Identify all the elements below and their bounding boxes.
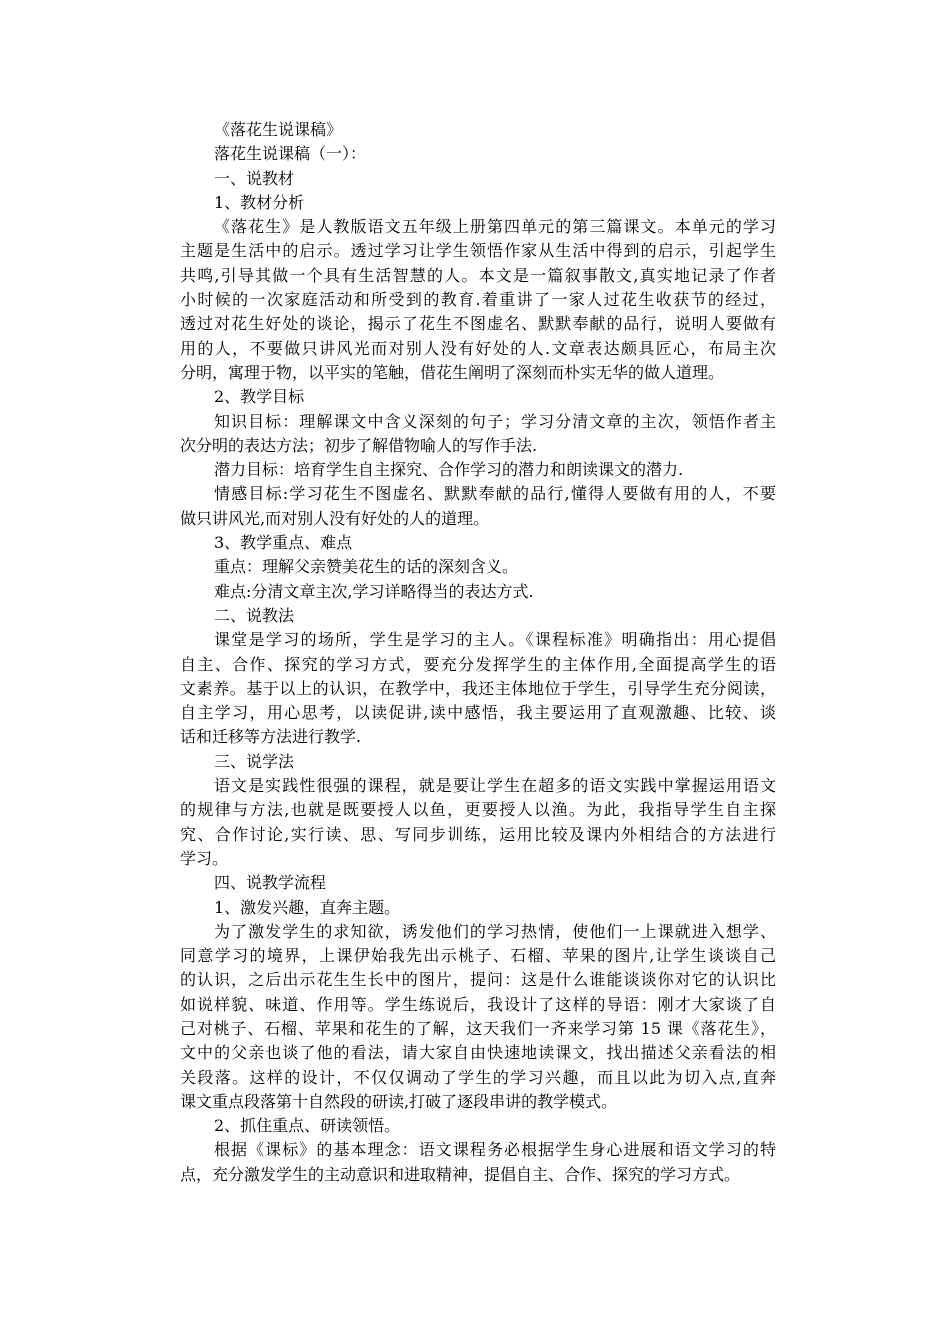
text-line: 3、教学重点、难点 (214, 533, 353, 553)
text-line: 的规律与方法,也就是既要授人以鱼，更要授人以渔。为此，我指导学生自主探 (180, 800, 776, 820)
text-line: 己对桃子、石榴、苹果和花生的了解，这天我们一齐来学习第 15 课《落花生》， (180, 1018, 776, 1038)
text-line: 小时候的一次家庭活动和所受到的教育.着重讲了一家人过花生收获节的经过， (180, 290, 776, 310)
text-line: 话和迁移等方法进行教学. (180, 727, 362, 747)
text-line: 用的人，不要做只讲风光而对别人没有好处的人.文章表达颇具匠心，布局主次 (180, 338, 776, 358)
text-line: 2、教学目标 (214, 387, 305, 407)
text-line: 难点:分清文章主次,学习详略得当的表达方式. (214, 581, 534, 601)
text-line: 课堂是学习的场所，学生是学习的主人。《课程标准》明确指出：用心提倡 (214, 630, 776, 650)
text-line: 如说样貌、味道、作用等。学生练说后，我设计了这样的导语：刚才大家谈了自 (180, 994, 776, 1014)
text-line: 主题是生活中的启示。透过学习让学生领悟作家从生活中得到的启示，引起学生 (180, 241, 776, 261)
document-body (180, 167, 776, 1187)
text-line: 2、抓住重点、研读领悟。 (214, 1116, 401, 1136)
text-line: 关段落。这样的设计，不仅仅调动了学生的学习兴趣，而且以此为切入点,直奔 (180, 1067, 776, 1087)
text-line: 课文重点段落第十自然段的研读,打破了逐段串讲的教学模式。 (180, 1091, 618, 1111)
text-line: 四、说教学流程 (214, 873, 327, 893)
text-line: 自主、合作、探究的学习方式，要充分发挥学生的主体作用,全面提高学生的语 (180, 654, 776, 674)
text-line: 文素养。基于以上的认识，在教学中，我还主体地位于学生，引导学生充分阅读， (180, 678, 776, 698)
document-title: 《落花生说课稿》 (214, 120, 343, 139)
text-line: 做只讲风光,而对别人没有好处的人的道理。 (180, 508, 490, 528)
text-line: 次分明的表达方法；初步了解借物喻人的写作手法. (180, 435, 538, 455)
text-line: 的认识，之后出示花生生长中的图片，提问：这是什么谁能谈谈你对它的认识比 (180, 970, 776, 990)
text-line: 三、说学法 (214, 751, 295, 771)
text-line: 学习。 (180, 848, 229, 868)
text-line: 二、说教法 (214, 605, 295, 625)
text-line: 为了激发学生的求知欲，诱发他们的学习热情，使他们一上课就进入想学、 (214, 921, 776, 941)
text-line: 自主学习，用心思考，以读促讲,读中感悟，我主要运用了直观激趣、比较、谈 (180, 703, 776, 723)
text-line: 分明，寓理于物，以平实的笔触，借花生阐明了深刻而朴实无华的做人道理。 (180, 362, 725, 382)
text-line: 语文是实践性很强的课程，就是要让学生在超多的语文实践中掌握运用语文 (214, 776, 776, 796)
text-line: 1、激发兴趣，直奔主题。 (214, 897, 401, 917)
document-page (180, 118, 776, 1187)
text-line: 潜力目标：培育学生自主探究、合作学习的潜力和朗读课文的潜力. (214, 460, 684, 480)
text-line: 根据《课标》的基本理念：语文课程务必根据学生身心进展和语文学习的特 (214, 1140, 776, 1160)
text-line: 一、说教材 (214, 168, 295, 188)
text-line: 点，充分激发学生的主动意识和进取精神，提倡自主、合作、探究的学习方式。 (180, 1164, 741, 1184)
text-line: 究、合作讨论,实行读、思、写同步训练，运用比较及课内外相结合的方法进行 (180, 824, 776, 844)
text-line: 知识目标：理解课文中含义深刻的句子；学习分清文章的主次，领悟作者主 (214, 411, 776, 431)
text-line: 文中的父亲也谈了他的看法，请大家自由快速地读课文，找出描述父亲看法的相 (180, 1043, 776, 1063)
text-line: 《落花生》是人教版语文五年级上册第四单元的第三篇课文。本单元的学习 (214, 217, 776, 237)
text-line: 重点：理解父亲赞美花生的话的深刻含义。 (214, 557, 519, 577)
document-subtitle: 落花生说课稿（一）： (214, 144, 367, 164)
text-line: 共鸣,引导其做一个具有生活智慧的人。本文是一篇叙事散文,真实地记录了作者 (180, 265, 776, 285)
text-line: 1、教材分析 (214, 192, 305, 212)
text-line: 透过对花生好处的谈论，揭示了花生不图虚名、默默奉献的品行，说明人要做有 (180, 314, 776, 334)
text-line: 同意学习的境界，上课伊始我先出示桃子、石榴、苹果的图片,让学生谈谈自己 (180, 946, 776, 966)
text-line: 情感目标:学习花生不图虚名、默默奉献的品行,懂得人要做有用的人，不要 (214, 484, 776, 504)
